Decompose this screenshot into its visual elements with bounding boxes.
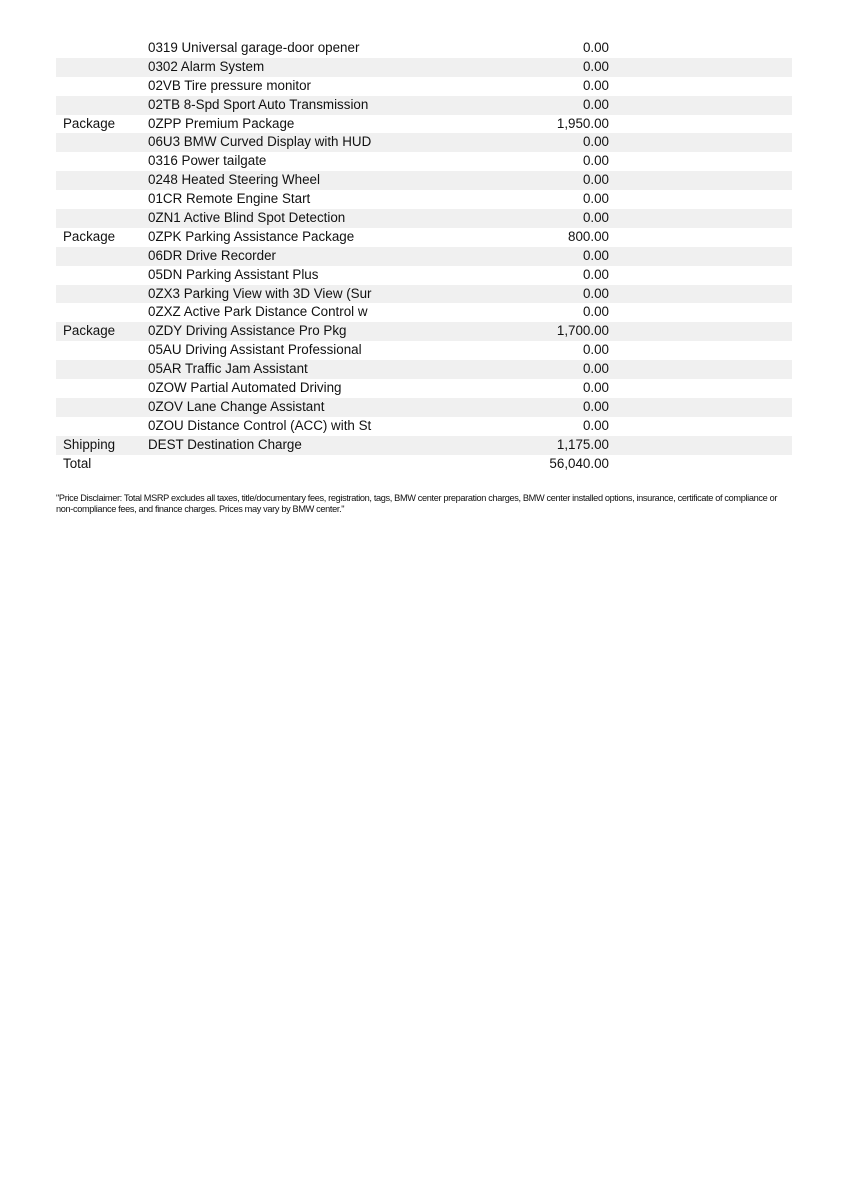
- row-description: 0ZX3 Parking View with 3D View (Sur: [148, 285, 372, 301]
- row-type: [63, 190, 147, 209]
- total-price: 56,040.00: [549, 455, 609, 471]
- row-description: [148, 455, 376, 474]
- row-price: 0.00: [582, 361, 609, 377]
- row-price: 0.00: [582, 96, 609, 112]
- table-row: [56, 115, 792, 134]
- row-price: 0.00: [582, 380, 609, 396]
- row-price: 1,950.00: [556, 115, 609, 131]
- row-description: 0ZDY Driving Assistance Pro Pkg: [148, 323, 347, 339]
- row-price: 0.00: [582, 191, 609, 207]
- row-price: 0.00: [582, 285, 609, 301]
- row-price: 0.00: [582, 172, 609, 188]
- row-price: 0.00: [582, 342, 609, 358]
- row-description: 05DN Parking Assistant Plus: [148, 266, 319, 282]
- row-price: 1,175.00: [556, 436, 609, 452]
- row-type: [63, 360, 147, 379]
- row-type: [63, 398, 147, 417]
- row-type: [63, 39, 147, 58]
- row-description: 0248 Heated Steering Wheel: [148, 172, 320, 188]
- row-description: 01CR Remote Engine Start: [148, 191, 311, 207]
- table-row: [56, 133, 792, 152]
- row-type: [63, 379, 147, 398]
- row-description: 0ZOU Distance Control (ACC) with St: [148, 417, 372, 433]
- table-row: [56, 171, 792, 190]
- row-description: 0ZPK Parking Assistance Package: [148, 228, 355, 244]
- row-type: [63, 209, 147, 228]
- row-type: [63, 417, 147, 436]
- row-type: [63, 133, 147, 152]
- row-description: 05AR Traffic Jam Assistant: [148, 361, 308, 377]
- row-type: [63, 285, 147, 304]
- row-type: [63, 247, 147, 266]
- row-price: 0.00: [582, 398, 609, 414]
- total-label: Total: [63, 455, 92, 471]
- row-type: [63, 77, 147, 96]
- row-description: 02TB 8-Spd Sport Auto Transmission: [148, 96, 369, 112]
- row-description: 0319 Universal garage-door opener: [148, 40, 360, 55]
- table-row: [56, 360, 792, 379]
- table-row: [56, 322, 792, 341]
- table-row: [56, 209, 792, 228]
- row-description: 0ZXZ Active Park Distance Control w: [148, 304, 368, 320]
- row-type: Package: [63, 115, 116, 131]
- row-price: 0.00: [582, 134, 609, 150]
- table-row: [56, 285, 792, 304]
- row-price: 0.00: [582, 210, 609, 226]
- table-row: [56, 58, 792, 77]
- row-type: Package: [63, 323, 116, 339]
- table-row: [56, 266, 792, 285]
- row-description: 02VB Tire pressure monitor: [148, 77, 311, 93]
- table-row: [56, 190, 792, 209]
- row-description: 0302 Alarm System: [148, 58, 265, 74]
- table-row: [56, 39, 792, 58]
- row-price: 0.00: [582, 304, 609, 320]
- row-price: 0.00: [582, 153, 609, 169]
- row-price: 0.00: [582, 58, 609, 74]
- table-row: [56, 152, 792, 171]
- row-description: 0ZN1 Active Blind Spot Detection: [148, 210, 346, 226]
- row-description: 06U3 BMW Curved Display with HUD: [148, 134, 372, 150]
- row-description: 0ZOV Lane Change Assistant: [148, 398, 325, 414]
- table-row: [56, 96, 792, 115]
- price-table: [56, 39, 792, 473]
- row-type: [63, 152, 147, 171]
- table-row: [56, 247, 792, 266]
- row-price: 1,700.00: [556, 323, 609, 339]
- table-row: [56, 77, 792, 96]
- row-description: DEST Destination Charge: [148, 436, 302, 452]
- table-row: [56, 228, 792, 247]
- row-price: 0.00: [582, 40, 609, 55]
- table-row: [56, 341, 792, 360]
- table-row: [56, 436, 792, 455]
- row-description: 0316 Power tailgate: [148, 153, 267, 169]
- row-price: 0.00: [582, 266, 609, 282]
- row-type: [63, 171, 147, 190]
- row-price: 0.00: [582, 247, 609, 263]
- row-type: [63, 58, 147, 77]
- row-description: 05AU Driving Assistant Professional: [148, 342, 362, 358]
- table-row: [56, 398, 792, 417]
- row-type: Package: [63, 228, 116, 244]
- row-price: 0.00: [582, 417, 609, 433]
- table-row: [56, 303, 792, 322]
- row-description: 0ZPP Premium Package: [148, 115, 295, 131]
- price-disclaimer: "Price Disclaimer: Total MSRP excludes all taxes, title/documentary fees, registration, tags, BMW center preparation charges, BMW center installed options, insurance, certificate of compliance or non-compliance fees, and finance charges. Prices may vary by BMW center.": [56, 493, 778, 515]
- row-type: [63, 96, 147, 115]
- row-price: 800.00: [568, 228, 609, 244]
- total-row: [56, 455, 792, 474]
- row-type: [63, 303, 147, 322]
- table-row: [56, 379, 792, 398]
- row-price: 0.00: [582, 77, 609, 93]
- row-description: 06DR Drive Recorder: [148, 247, 276, 263]
- row-type: [63, 266, 147, 285]
- table-row: [56, 417, 792, 436]
- row-type: Shipping: [63, 436, 116, 452]
- row-description: 0ZOW Partial Automated Driving: [148, 380, 342, 396]
- row-type: [63, 341, 147, 360]
